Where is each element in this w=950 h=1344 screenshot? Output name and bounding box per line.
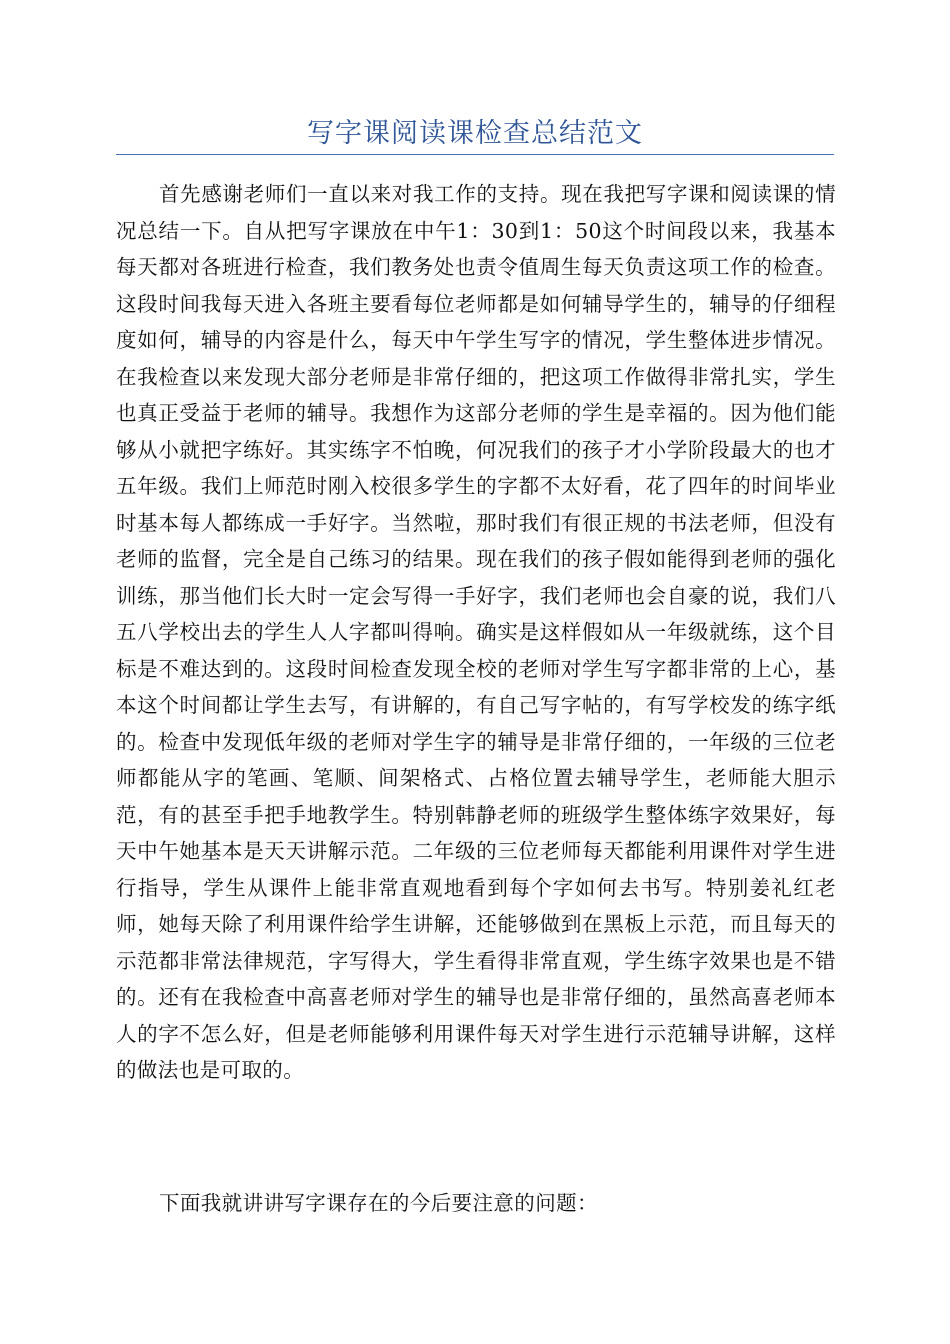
body-paragraph: 下面我就讲讲写字课存在的今后要注意的问题： <box>159 1191 598 1215</box>
document-title: 写字课阅读课检查总结范文 <box>307 118 643 149</box>
title-underline <box>116 154 834 155</box>
body-paragraph: 首先感谢老师们一直以来对我工作的支持。现在我把写字课和阅读课的情况总结一下。自从把写字课放在中午1：30到1：50这个时间段以来，我基本每天都对各班进行检查，我们教务处也责令值周生每天负责这项工作的检查。这段时间我每天进入各班主要看每位老师都是如何辅导学生的，辅导的仔细程度如何，辅导的内容是什么，每天中午学生写字的情况，学生整体进步情况。在我检查以来发现大部分老师是非常仔细的，把这项工作做得非常扎实，学生也真正受益于老师的辅导。我想作为这部分老师的学生是幸福的。因为他们能够从小就把字练好。其实练字不怕晚，何况我们的孩子才小学阶段最大的也才五年级。我们上师范时刚入校很多学生的字都不太好看，花了四年的时间毕业时基本每人都练成一手好字。当然啦，那时我们有很正规的书法老师，但没有老师的监督，完全是自己练习的结果。现在我们的孩子假如能得到老师的强化训练，那当他们长大时一定会写得一手好字，我们老师也会自豪的说，我们八五八学校出去的学生人人字都叫得响。确实是这样假如从一年级就练，这个目标是不难达到的。这段时间检查发现全校的老师对学生写字都非常的上心，基本这个时间都让学生去写，有讲解的，有自己写字帖的，有写学校发的练字纸的。检查中发现低年级的老师对学生字的辅导是非常仔细的，一年级的三位老师都能从字的笔画、笔顺、间架格式、占格位置去辅导学生，老师能大胆示范，有的甚至手把手地教学生。特别韩静老师的班级学生整体练字效果好，每天中午她基本是天天讲解示范。二年级的三位老师每天都能利用课件对学生进行指导，学生从课件上能非常直观地看到每个字如何去书写。特别姜礼红老师，她每天除了利用课件给学生讲解，还能够做到在黑板上示范，而且每天的示范都非常法律规范，字写得大，学生看得非常直观，学生练字效果也是不错的。还有在我检查中高喜老师对学生的辅导也是非常仔细的，虽然高喜老师本人的字不怎么好，但是老师能够利用课件每天对学生进行示范辅导讲解，这样的做法也是可取的。 <box>116 182 836 1082</box>
